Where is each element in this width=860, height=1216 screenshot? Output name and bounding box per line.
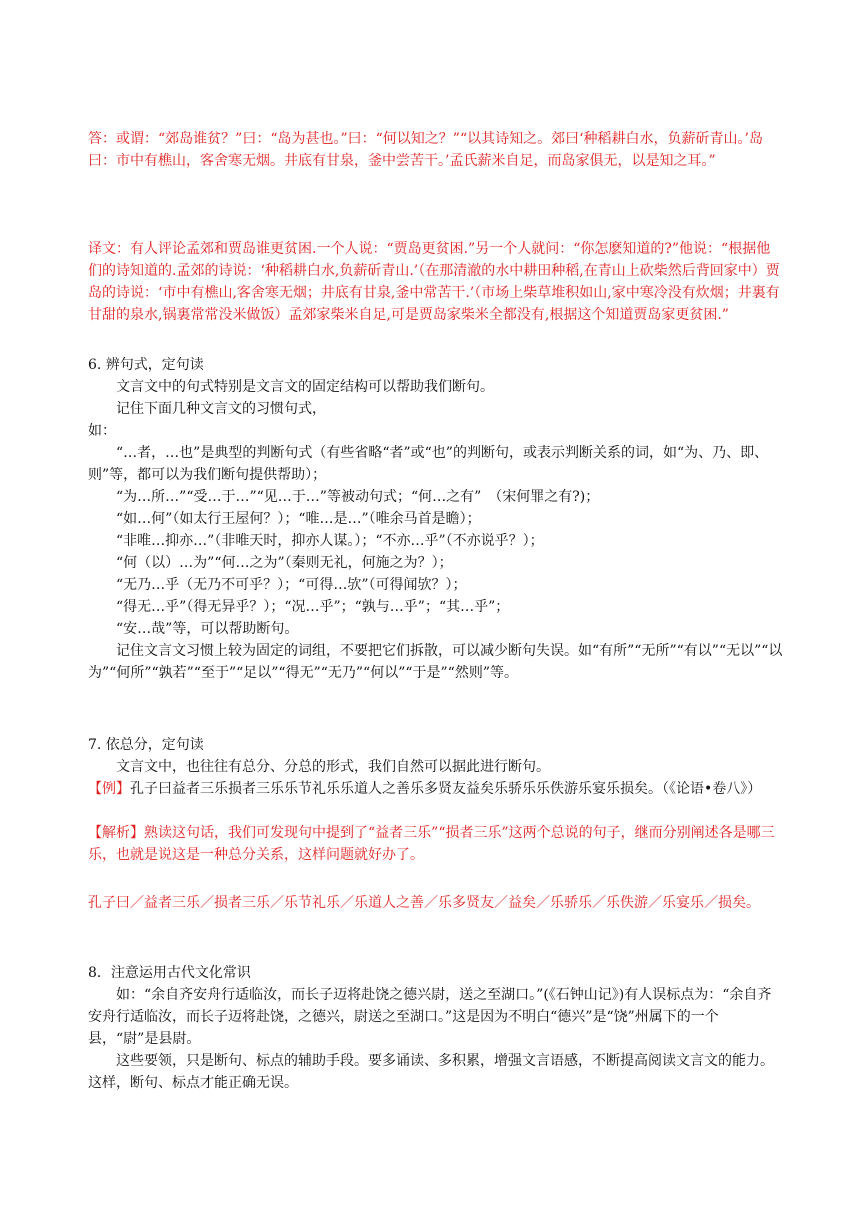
pattern-line-4: “非唯…抑亦…”（非唯天时，抑亦人谋。）；“不亦…乎”（不亦说乎？）； — [116, 533, 544, 549]
example-text: 孔子曰益者三乐损者三乐乐节礼乐乐道人之善乐多贤友益矣乐骄乐乐佚游乐宴乐损矣。（《论语•卷八》） — [130, 781, 762, 797]
analysis-tag: 【解析】 — [88, 825, 144, 841]
example-tag: 【例】 — [88, 781, 130, 797]
pattern-line-6: “无乃…乎（无乃不可乎？）；“可得…欤”（可得闻欤？）； — [116, 577, 467, 593]
example-paragraph — [88, 778, 784, 800]
section-8-para-2: 这些要领，只是断句、标点的辅助手段。要多诵读、多积累，增强文言语感，不断提高阅读文言文的能力。这样，断句、标点才能正确无误。 — [88, 1053, 774, 1091]
section-7-answer: 孔子曰／益者三乐／损者三乐／乐节礼乐／乐道人之善／乐多贤友／益矣／乐骄乐／乐佚游／乐宴乐／损矣。 — [88, 895, 760, 911]
pattern-line-3: “如…何”（如太行王屋何？）；“唯…是…”（唯余马首是瞻）； — [116, 511, 481, 527]
section-7-para-1: 文言文中，也往往有总分、分总的形式，我们自然可以据此进行断句。 — [116, 759, 550, 775]
translation-paragraph: 译文：有人评论孟郊和贾岛谁更贫困.一个人说：“贾岛更贫困.”另一个人就问：“你怎麽知道的?”他说：“根据他们的诗知道的.孟郊的诗说：‘种稻耕白水,负薪斫青山.’（在那清澈的水中耕田种稻,在青山上砍柴然后背回家中）贾岛的诗说：‘市中有樵山,客舍寒无烟；井底有甘泉,釜中常苦干.’（市场上柴草堆积如山,家中寒冷没有炊烟；井裏有甘甜的泉水,锅裏常常没米做饭）孟郊家柴米自足,可是贾岛家柴米全都没有,根据这个知道贾岛家更贫困.” — [88, 241, 780, 323]
section-6-para-2: 记住下面几种文言文的习惯句式， — [116, 401, 326, 417]
section-8-para-1: 如：“余自齐安舟行适临汝，而长子迈将赴饶之德兴尉，送之至湖口。”(《石钟山记》)有人误标点为：“余自齐安舟行适临汝，而长子迈将赴饶，之德兴，尉送之至湖口。”这是因为不明白“德兴”是“饶”州属下的一个县，“尉”是县尉。 — [88, 987, 772, 1047]
section-6-para-1: 文言文中的句式特别是文言文的固定结构可以帮助我们断句。 — [116, 379, 494, 395]
pattern-line-5: “何（以）…为”“何…之为”（秦则无礼，何施之为？）； — [116, 555, 453, 571]
section-6-heading: 6. 辨句式，定句读 — [88, 357, 204, 373]
pattern-line-7: “得无…乎”（得无异乎？）；“况…乎”；“孰与…乎”；“其…乎”； — [116, 599, 510, 615]
analysis-paragraph — [88, 822, 784, 866]
section-6-para-3: 如： — [88, 423, 116, 439]
analysis-text: 熟读这句话，我们可发现句中提到了“益者三乐”“损者三乐”这两个总说的句子，继而分别阐述各是哪三乐，也就是说这是一种总分关系，这样问题就好办了。 — [88, 825, 775, 863]
pattern-line-2: “为…所…”“受…于…”“见…于…”等被动句式；“何…之有” （宋何罪之有?)； — [116, 489, 600, 505]
section-7-heading: 7. 依总分，定句读 — [88, 737, 204, 753]
answer-paragraph: 答：或谓：“郊岛谁贫？”曰：“岛为甚也。”曰：“何以知之？”“以其诗知之。郊曰‘种稻耕白水，负薪斫青山。’岛曰：市中有樵山，客舍寒无烟。井底有甘泉，釜中尝苦干。’孟氏薪米自足，而岛家俱无，以是知之耳。” — [88, 131, 763, 169]
section-6-para-4: 记住文言文习惯上较为固定的词组，不要把它们拆散，可以减少断句失误。如“有所”“无所”“有以”“无以”“以为”“何所”“孰若”“至于”“足以”“得无”“无乃”“何以”“于是”“然则”等。 — [88, 643, 783, 681]
pattern-line-8: “安…哉”等，可以帮助断句。 — [116, 621, 299, 637]
section-8-heading: 8．注意运用古代文化常识 — [88, 965, 251, 981]
pattern-line-1: “…者，…也”是典型的判断句式（有些省略“者”或“也”的判断句，或表示判断关系的词，如“为、乃、即、则”等，都可以为我们断句提供帮助）； — [88, 445, 769, 483]
